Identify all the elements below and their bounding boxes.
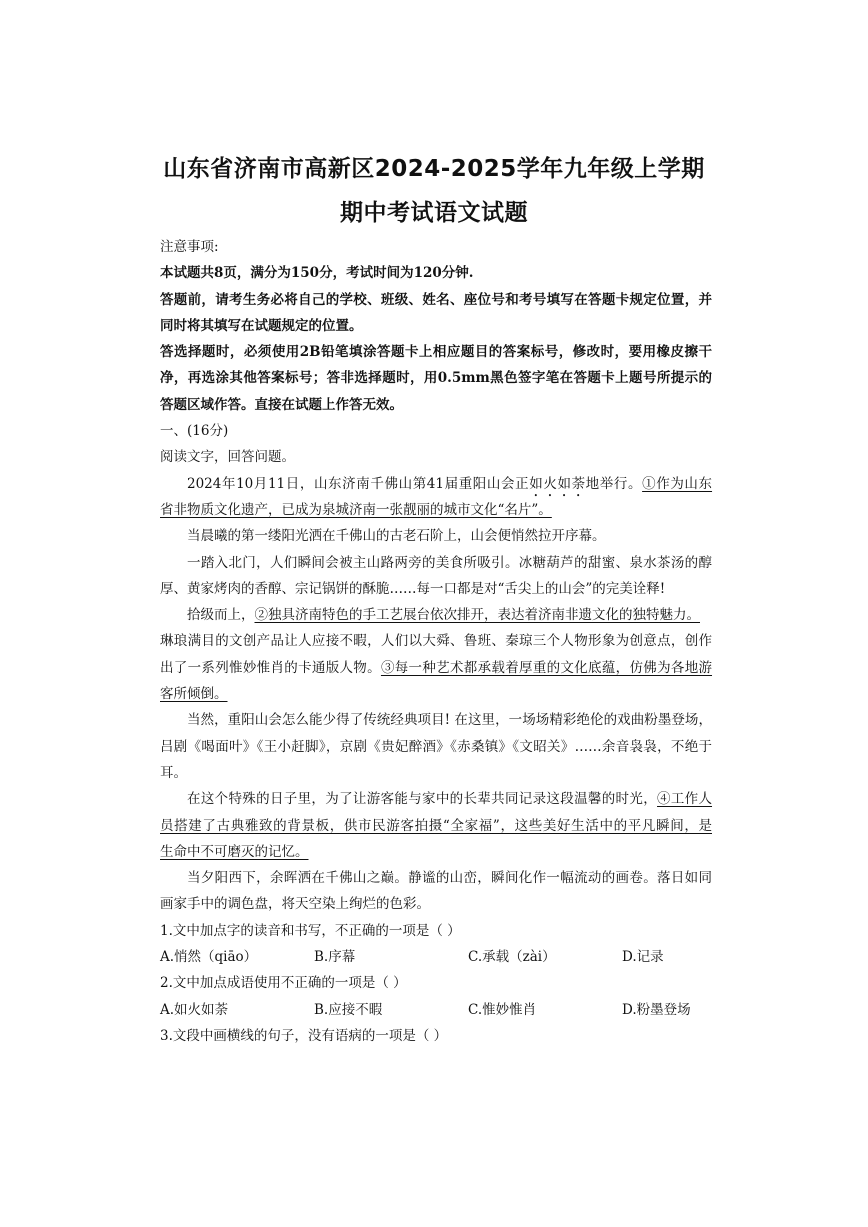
passage-line (160, 655, 712, 681)
notes-line: 同时将其填写在试题规定的位置。 (160, 317, 363, 334)
option-c: C.承载（zài） (468, 949, 556, 966)
passage-text: 地举行。 (585, 475, 643, 492)
passage-line: 一踏入北门，人们瞬间会被主山路两旁的美食所吸引。冰糖葫芦的甜蜜、泉水茶汤的醇 (187, 554, 712, 571)
option-d: D.粉墨登场 (622, 1001, 691, 1018)
passage-line: 吕剧《喝面叶》《王小赶脚》，京剧《贵妃醉酒》《赤桑镇》《文昭关》……余音袅袅，不绝于 (160, 738, 712, 755)
notes-heading: 注意事项: (160, 239, 219, 255)
option-b: B.应接不暇 (314, 1001, 383, 1018)
notes-line: 本试题共8页，满分为150分，考试时间为120分钟. (160, 265, 474, 282)
underlined-sentence-4: 生命中不可磨灭的记忆。 (160, 843, 309, 860)
passage-line (160, 813, 712, 839)
passage-text: 拾级而上， (187, 607, 255, 624)
dotted-idiom: 如火如荼 (529, 475, 586, 492)
exam-title-line2: 期中考试语文试题 (340, 200, 528, 226)
passage-line (160, 839, 712, 865)
option-a: A.悄然（qiāo） (160, 949, 258, 966)
passage-line (160, 786, 712, 812)
question-1-options (160, 944, 712, 970)
passage-line (160, 497, 712, 523)
passage-text: 出了一系列惟妙惟肖的卡通版人物。 (160, 659, 381, 676)
option-c: C.惟妙惟肖 (468, 1001, 537, 1018)
option-a: A.如火如荼 (160, 1001, 229, 1018)
underlined-sentence-4: ④工作人 (657, 791, 713, 808)
passage-line: 琳琅满目的文创产品让人应接不暇，人们以大舜、鲁班、秦琼三个人物形象为创意点，创作 (160, 633, 712, 650)
question-3-stem: 3.文段中画横线的句子，没有语病的一项是（ ） (160, 1027, 448, 1044)
exam-content (160, 234, 712, 1049)
passage-line (160, 681, 712, 707)
notes-line: 答题区域作答。直接在试题上作答无效。 (160, 396, 403, 413)
underlined-sentence-4: 员搭建了古典雅致的背景板，供市民游客拍摄“全家福”，这些美好生活中的平凡瞬间，是 (160, 817, 712, 834)
underlined-sentence-2: ②独具济南特色的手工艺展台依次排开，表达着济南非遗文化的独特魅力。 (254, 607, 700, 624)
passage-line: 厚、黄家烤肉的香醇、宗记锅饼的酥脆……每一口都是对“舌尖上的山会”的完美诠释! (160, 580, 666, 597)
underlined-sentence-1: ①作为山东 (642, 475, 713, 492)
passage-line: 当然，重阳山会怎么能少得了传统经典项目! 在这里，一场场精彩绝伦的戏曲粉墨登场， (187, 712, 712, 729)
passage-text: 2024年10月11日，山东济南千佛山第41届重阳山会正 (187, 475, 530, 492)
passage-line: 当晨曦的第一缕阳光洒在千佛山的古老石阶上，山会便悄然拉开序幕。 (187, 528, 606, 545)
question-2-stem: 2.文中加点成语使用不正确的一项是（ ） (160, 975, 407, 992)
passage-line (160, 602, 712, 628)
notes-line: 答选择题时，必须使用2B铅笔填涂答题卡上相应题目的答案标号，修改时，要用橡皮擦干 (160, 344, 712, 361)
notes-line: 答题前，请考生务必将自己的学校、班级、姓名、座位号和考号填写在答题卡规定位置，并 (160, 291, 712, 308)
section-heading: 一、(16分) (160, 423, 229, 440)
underlined-sentence-3: 客所倾倒。 (160, 686, 228, 703)
notes-line: 净，再选涂其他答案标号；答非选择题时，用0.5mm黑色签字笔在答题卡上题号所提示的 (160, 370, 712, 387)
passage-line: 当夕阳西下，余晖洒在千佛山之巅。静谧的山峦，瞬间化作一幅流动的画卷。落日如同 (187, 870, 712, 887)
underlined-sentence-1: 省非物质文化遗产，已成为泉城济南一张靓丽的城市文化“名片”。 (160, 501, 552, 518)
reading-instruction: 阅读文字，回答问题。 (160, 449, 295, 466)
question-2-options (160, 997, 712, 1023)
option-d: D.记录 (622, 949, 664, 966)
passage-line (160, 471, 712, 497)
exam-title-line1: 山东省济南市高新区2024-2025学年九年级上学期 (163, 156, 705, 182)
question-1-stem: 1.文中加点字的读音和书写，不正确的一项是（ ） (160, 922, 461, 939)
passage-line: 耳。 (160, 764, 187, 781)
passage-line: 画家手中的调色盘，将天空染上绚烂的色彩。 (160, 896, 430, 913)
underlined-sentence-3: ③每一种艺术都承载着厚重的文化底蕴，仿佛为各地游 (380, 659, 713, 676)
option-b: B.序幕 (314, 949, 356, 966)
passage-text: 在这个特殊的日子里，为了让游客能与家中的长辈共同记录这段温馨的时光， (187, 791, 658, 808)
